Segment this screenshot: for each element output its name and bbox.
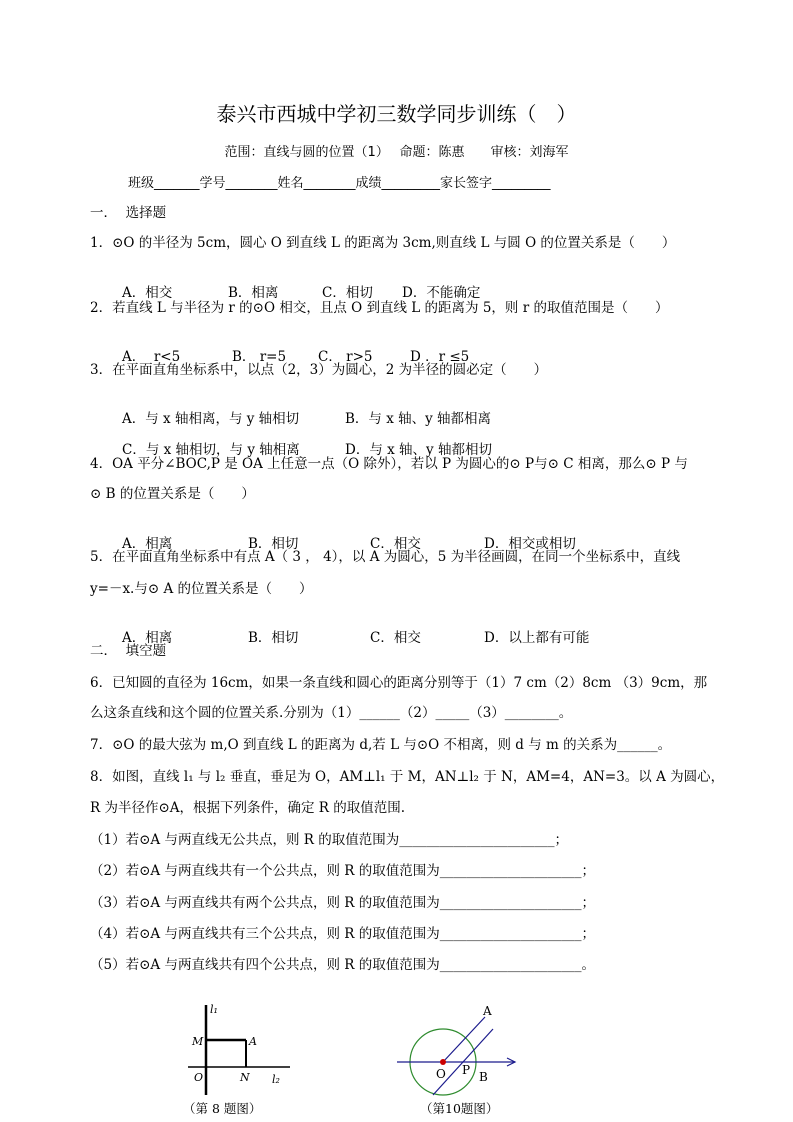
- q8-line1: 8．如图，直线 l₁ 与 l₂ 垂直，垂足为 O，AM⊥l₁ 于 M，AN⊥l₂ 于 N，AM=4，AN=3。以 A 为圆心，: [90, 769, 725, 785]
- label-l1: l₁: [210, 1003, 218, 1016]
- option: D．不能确定: [402, 285, 481, 301]
- figure-10-caption: （第10题图）: [420, 1101, 499, 1116]
- label-O: O: [436, 1067, 446, 1081]
- label-A: A: [249, 1035, 257, 1048]
- option: B．相切: [248, 536, 299, 552]
- option: D．以上都有可能: [484, 630, 590, 646]
- figure-8-caption: （第 8 题图）: [183, 1101, 262, 1116]
- q5-stem-cont: y=－x.与⊙ A 的位置关系是（ ）: [90, 581, 313, 597]
- option: C．与 x 轴相切，与 y 轴相离: [122, 442, 300, 458]
- option: C．相交: [370, 536, 421, 552]
- option: D．与 x 轴、y 轴都相切: [345, 442, 492, 458]
- option: D．相交或相切: [484, 536, 576, 552]
- q7: 7．⊙O 的最大弦为 m,O 到直线 L 的距离为 d,若 L 与⊙O 不相离，则 d 与 m 的关系为______。: [90, 737, 672, 753]
- q8-part: （5）若⊙A 与两直线共有四个公共点，则 R 的取值范围为_____________________。: [90, 957, 595, 973]
- q6-line1: 6．已知圆的直径为 16cm，如果一条直线和圆心的距离分别等于（1）7 cm（2）8cm （3）9cm，那: [90, 675, 708, 691]
- option: A．相交: [122, 285, 173, 301]
- class-info: 班级_______学号________姓名________成绩_________家长签字_________: [128, 176, 551, 191]
- label-l2: l₂: [272, 1073, 280, 1086]
- section-choice: 一． 选择题: [90, 205, 167, 221]
- option: C．相切: [322, 285, 373, 301]
- q5-stem: 5．在平面直角坐标系中有点 A（ 3 ， 4），以 A 为圆心，5 为半径画圆，在同一个坐标系中，直线: [90, 549, 681, 565]
- section-fill: 二． 填空题: [90, 643, 167, 659]
- label-P: P: [462, 1063, 471, 1077]
- q8-line2: R 为半径作⊙A，根据下列条件，确定 R 的取值范围.: [90, 800, 406, 816]
- q3-stem: 3．在平面直角坐标系中，以点（2，3）为圆心，2 为半径的圆必定（ ）: [90, 362, 548, 378]
- option: C．相交: [370, 630, 421, 646]
- label-N: N: [240, 1071, 250, 1084]
- q2-stem: 2．若直线 L 与半径为 r 的⊙O 相交，且点 O 到直线 L 的距离为 5，则 r 的取值范围是（ ）: [90, 300, 669, 316]
- q8-part: （1）若⊙A 与两直线无公共点，则 R 的取值范围为_______________________；: [90, 832, 568, 848]
- q8-part: （3）若⊙A 与两直线共有两个公共点，则 R 的取值范围为_____________________；: [90, 895, 595, 911]
- option: B． r=5: [232, 349, 287, 365]
- label-B: B: [479, 1070, 488, 1084]
- option: C． r>5: [318, 349, 373, 365]
- q1-stem: 1．⊙O 的半径为 5cm，圆心 O 到直线 L 的距离为 3cm,则直线 L 与圆 O 的位置关系是（ ）: [90, 235, 676, 251]
- label-A: A: [483, 1004, 492, 1018]
- q4-stem: 4．OA 平分∠BOC,P 是 OA 上任意一点（O 除外），若以 P 为圆心的⊙ P与⊙ C 相离，那么⊙ P 与: [90, 456, 688, 472]
- option: B．与 x 轴、y 轴都相离: [345, 411, 492, 427]
- option: A．与 x 轴相离，与 y 轴相切: [122, 411, 300, 427]
- subtitle: 范围：直线与圆的位置（1） 命题：陈惠 审核：刘海军: [224, 145, 569, 160]
- q8-part: （2）若⊙A 与两直线共有一个公共点，则 R 的取值范围为_____________________；: [90, 863, 595, 879]
- option: A．相离: [122, 630, 173, 646]
- q4-stem-cont: ⊙ B 的位置关系是（ ）: [90, 486, 255, 502]
- figure-10: [395, 995, 535, 1103]
- option: A．相离: [122, 536, 173, 552]
- option: D ．r ≤5: [410, 349, 470, 365]
- option: B．相切: [248, 630, 299, 646]
- q6-line2: 么这条直线和这个圆的位置关系.分别为（1）______（2）_____（3）________。: [90, 705, 573, 721]
- option: B．相离: [228, 285, 279, 301]
- figure-8: [180, 995, 300, 1100]
- label-M: M: [192, 1035, 204, 1048]
- q8-part: （4）若⊙A 与两直线共有三个公共点，则 R 的取值范围为_____________________；: [90, 926, 595, 942]
- option: A． r<5: [122, 349, 181, 365]
- page-title: 泰兴市西城中学初三数学同步训练（ ）: [216, 102, 577, 126]
- label-O: O: [194, 1071, 204, 1084]
